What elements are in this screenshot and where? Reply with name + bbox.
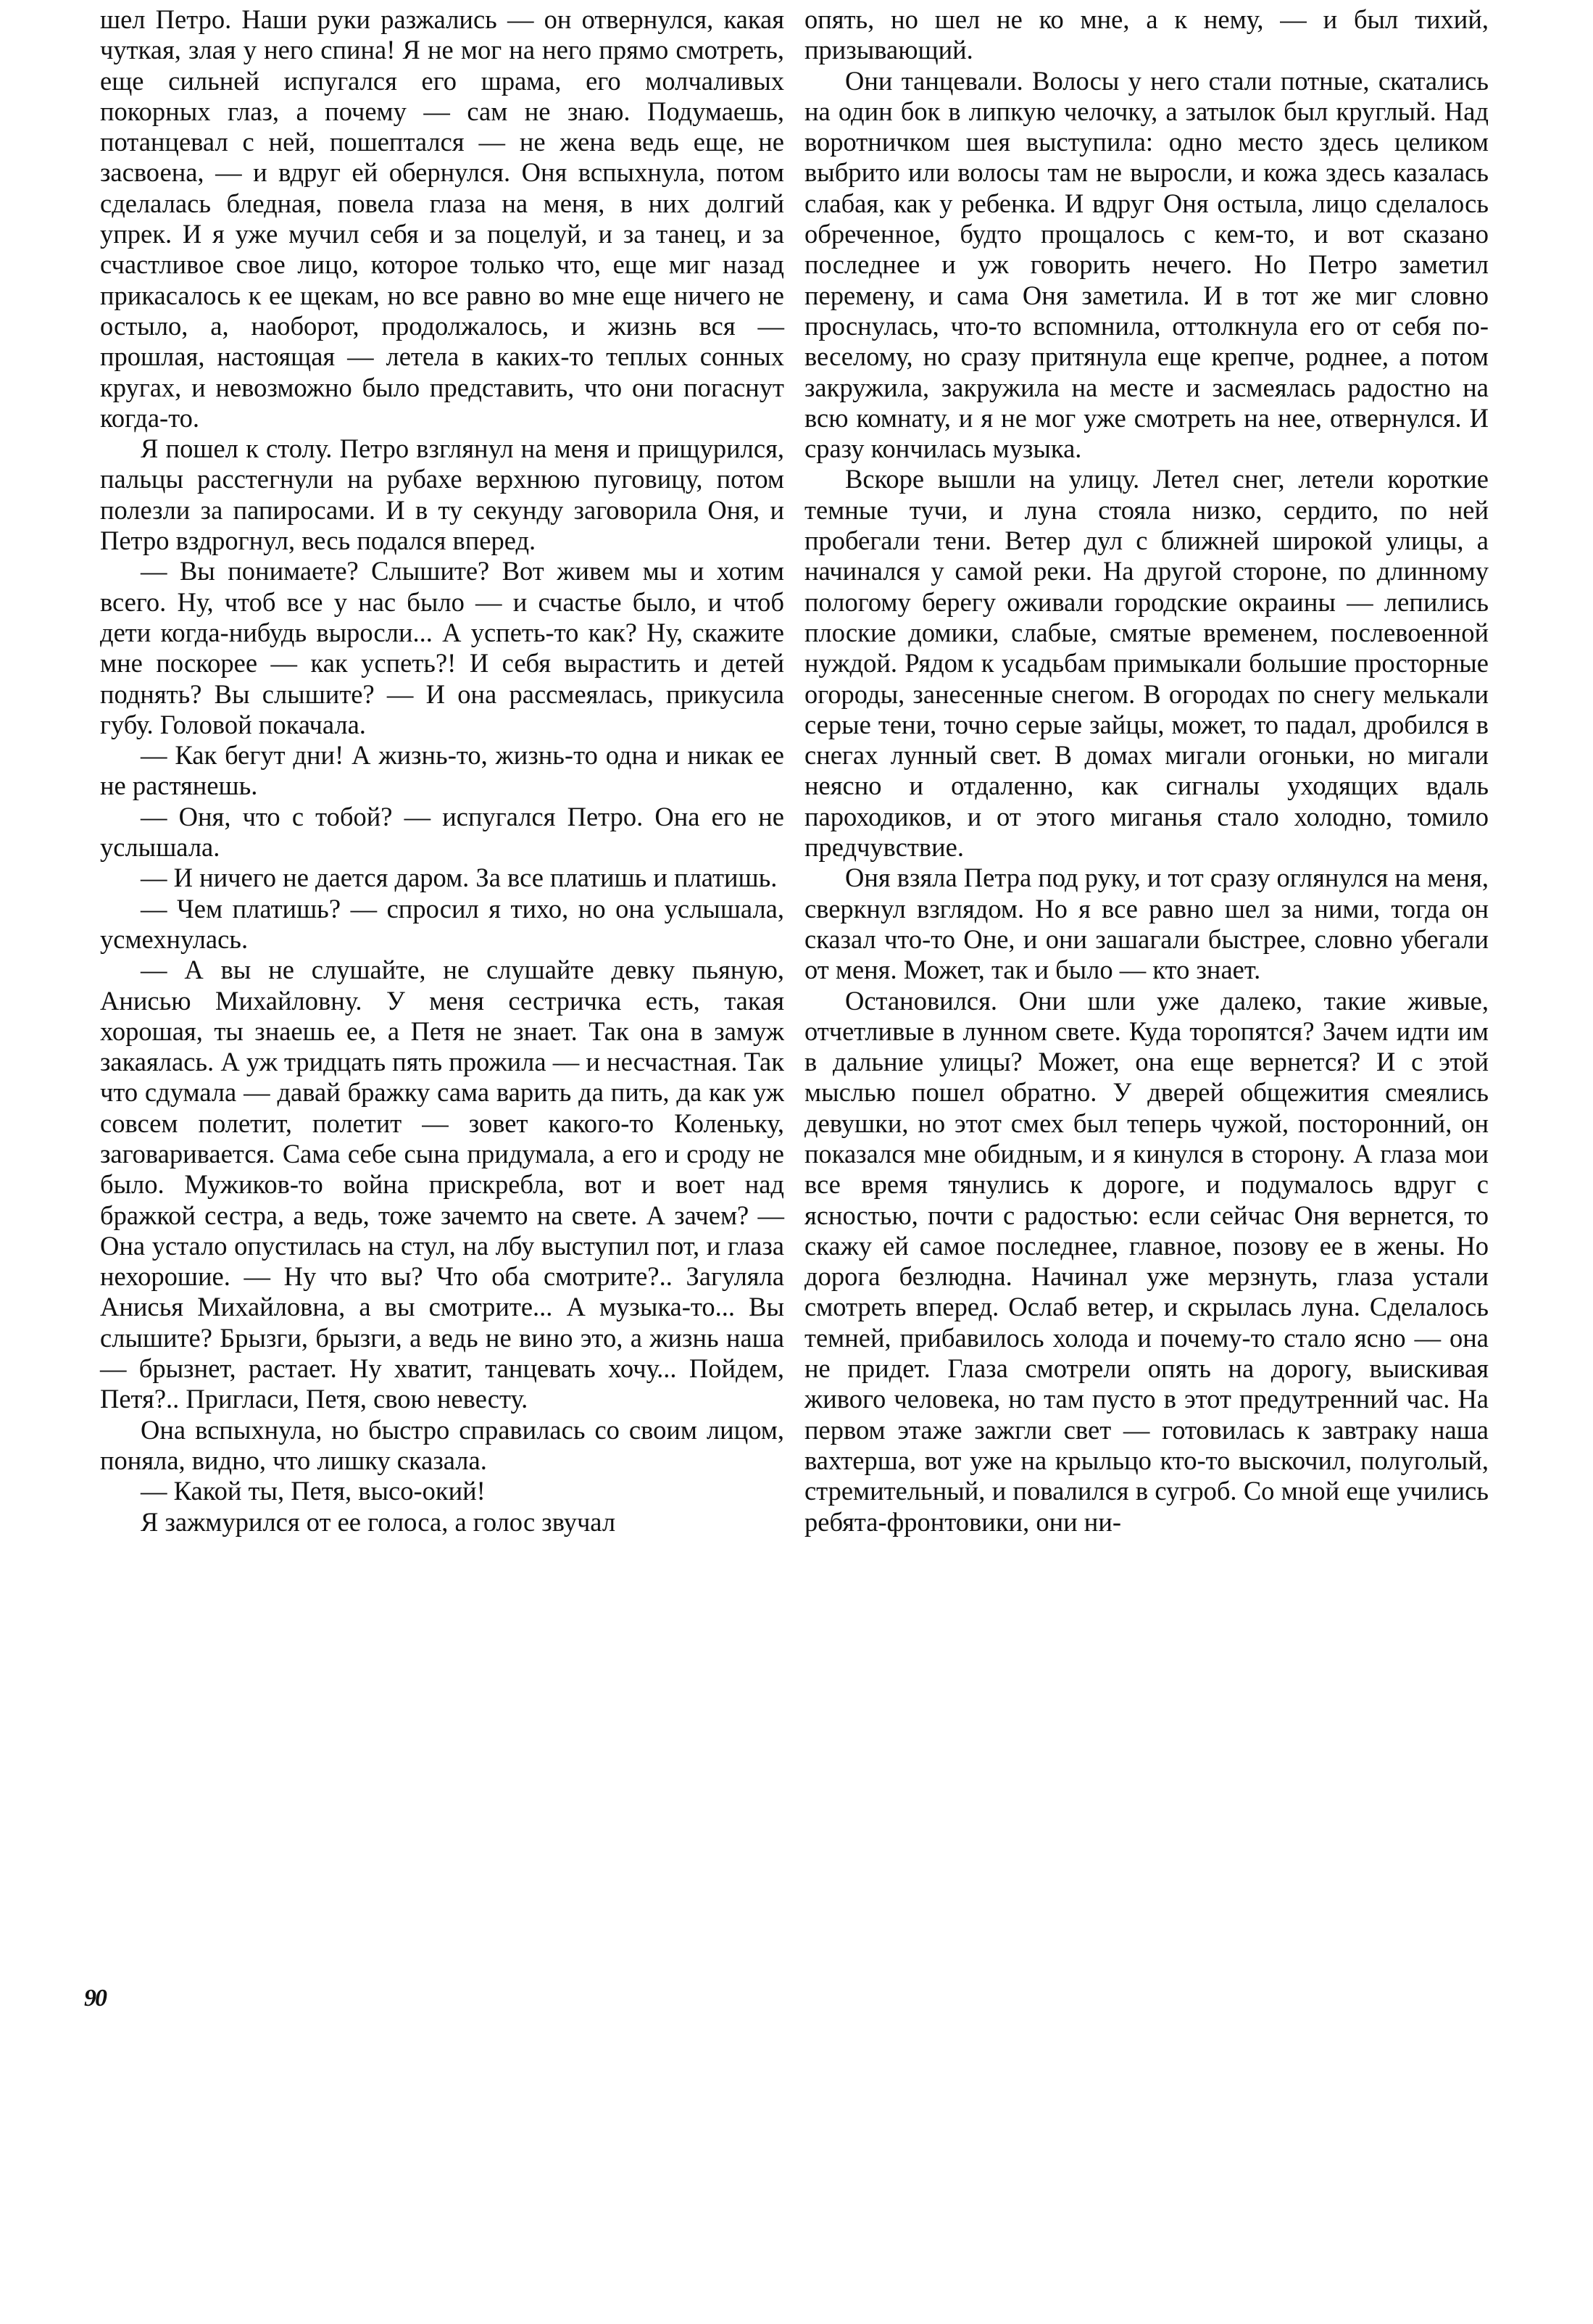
paragraph: — Как бегут дни! А жизнь-то, жизнь-то одна и никак ее не растянешь. — [100, 740, 784, 801]
right-text-column — [804, 4, 1489, 1537]
paragraph: — Какой ты, Петя, высо-окий! — [141, 1476, 486, 1506]
paragraph: — Чем платишь? — спросил я тихо, но она услышала, усмехнулась. — [100, 893, 784, 954]
paragraph: — И ничего не дается даром. За все платишь и платишь. — [141, 863, 778, 893]
paragraph: Они танцевали. Волосы у него стали потные, скатались на один бок в липкую челочку, а затылок был круглый. Над воротничком шея выступила: одно место здесь целиком выбрито или волосы там не выросли, и кожа здесь казалась слабая, как у ребенка. И вдруг Оня остыла, лицо сделалось обреченное, будто прощалось с кем-то, и вот сказано последнее и уж говорить нечего. Но Петро заметил перемену, и сама Оня заметила. И в тот же миг словно проснулась, что-то вспомнила, оттолкнула его от себя по-веселому, но сразу притянула еще крепче, роднее, а потом закружила, закружила на месте и засмеялась радостно на всю комнату, и я не мог уже смотреть на нее, отвернулся. И сразу кончилась музыка. — [804, 65, 1489, 464]
paragraph: — А вы не слушайте, не слушайте девку пьяную, Анисью Михайловну. У меня сестричка есть, такая хорошая, ты знаешь ее, а Петя не знает. Так она в замуж закаялась. А уж тридцать пять прожила — и несчастная. Так что сдумала — давай бражку сама варить да пить, да как уж совсем полетит, полетит — зовет какого-то Коленьку, заговаривается. Сама себе сына придумала, а его и сроду не было. Мужиков-то война прискребла, вот и воет над бражкой сестра, а ведь, тоже зачемто на свете. А зачем? — Она устало опустилась на стул, на лбу выступил пот, и глаза нехорошие. — Ну что вы? Что оба смотрите?.. Загуляла Анисья Михайловна, а вы смотрите... А музыка-то... Вы слышите? Брызги, брызги, а ведь не вино это, а жизнь наша — брызнет, растает. Ну хватит, танцевать хочу... Пойдем, Петя?.. Пригласи, Петя, свою невесту. — [100, 955, 784, 1414]
paragraph: опять, но шел не ко мне, а к нему, — и был тихий, призывающий. — [804, 4, 1489, 65]
paragraph: Она вспыхнула, но быстро справилась со своим лицом, поняла, видно, что лишку сказала. — [100, 1414, 784, 1475]
paragraph: шел Петро. Наши руки разжались — он отвернулся, какая чуткая, злая у него спина! Я не мог на него прямо смотреть, еще сильней испугался его шрама, его молчаливых покорных глаз, а почему — сам не знаю. Подумаешь, потанцевал с ней, пошептался — не жена ведь еще, не засвоена, — и вдруг ей обернулся. Оня вспыхнула, потом сделалась бледная, повела глаза на меня, в них долгий упрек. И я уже мучил себя и за поцелуй, и за танец, и за счастливое свое лицо, которое только что, еще миг назад прикасалось к ее щекам, но все равно во мне еще ничего не остыло, а, наоборот, продолжалось, и жизнь вся — прошлая, настоящая — летела в каких-то теплых сонных кругах, и невозможно было представить, что они погаснут когда-то. — [100, 4, 784, 433]
paragraph: Оня взяла Петра под руку, и тот сразу оглянулся на меня, сверкнул взглядом. Но я все равно шел за ними, тогда он сказал что-то Оне, и они зашагали быстрее, словно убегали от меня. Может, так и было — кто знает. — [804, 863, 1489, 985]
page-number: 90 — [84, 1985, 106, 2012]
paragraph: Остановился. Они шли уже далеко, такие живые, отчетливые в лунном свете. Куда торопятся? Зачем идти им в дальние улицы? Может, она еще вернется? И с этой мыслью пошел обратно. У дверей общежития смеялись девушки, но этот смех был теперь чужой, посторонний, он показался мне обидным, и я кинулся в сторону. А глаза мои все время тянулись к дороге, и подумалось вдруг с ясностью, почти с радостью: если сейчас Оня вернется, то скажу ей самое последнее, главное, позову ее в жены. Но дорога безлюдна. Начинал уже мерзнуть, глаза устали смотреть вперед. Ослаб ветер, и скрылась луна. Сделалось темней, прибавилось холода и почему-то стало ясно — она не придет. Глаза смотрели опять на дорогу, выискивая живого человека, но там пусто в этот предутренний час. На первом этаже зажгли свет — готовилась к завтраку наша вахтерша, вот уже на крыльцо кто-то выскочил, полуголый, стремительный, и повалился в сугроб. Со мной еще учились ребята-фронтовики, они ни- — [804, 985, 1489, 1537]
paragraph: Я пошел к столу. Петро взглянул на меня и прищурился, пальцы расстегнули на рубахе верхнюю пуговицу, потом полезли за папиросами. И в ту секунду заговорила Оня, и Петро вздрогнул, весь подался вперед. — [100, 433, 784, 556]
paragraph: Вскоре вышли на улицу. Летел снег, летели короткие темные тучи, и луна стояла низко, сердито, по ней пробегали тени. Ветер дул с ближней широкой улицы, а начинался у самой реки. На другой стороне, по длинному пологому берегу оживали городские окраины — лепились плоские домики, слабые, смятые временем, послевоенной нуждой. Рядом к усадьбам примыкали большие просторные огороды, занесенные снегом. В огородах по снегу мелькали серые тени, точно серые зайцы, может, то падал, дробился в снегах лунный свет. В домах мигали огоньки, но мигали неясно и отдаленно, как сигналы уходящих вдаль пароходиков, и от этого миганья стало холодно, томило предчувствие. — [804, 464, 1489, 863]
paragraph: Я зажмурился от ее голоса, а голос звучал — [141, 1506, 616, 1537]
paragraph: — Оня, что с тобой? — испугался Петро. Она его не услышала. — [100, 801, 784, 863]
left-text-column — [100, 4, 784, 1537]
paragraph: — Вы понимаете? Слышите? Вот живем мы и хотим всего. Ну, чтоб все у нас было — и счастье было, и чтоб дети когда-нибудь выросли... А успеть-то как? Ну, скажите мне поскорее — как успеть?! И себя вырастить и детей поднять? Вы слышите? — И она рассмеялась, прикусила губу. Головой покачала. — [100, 556, 784, 739]
